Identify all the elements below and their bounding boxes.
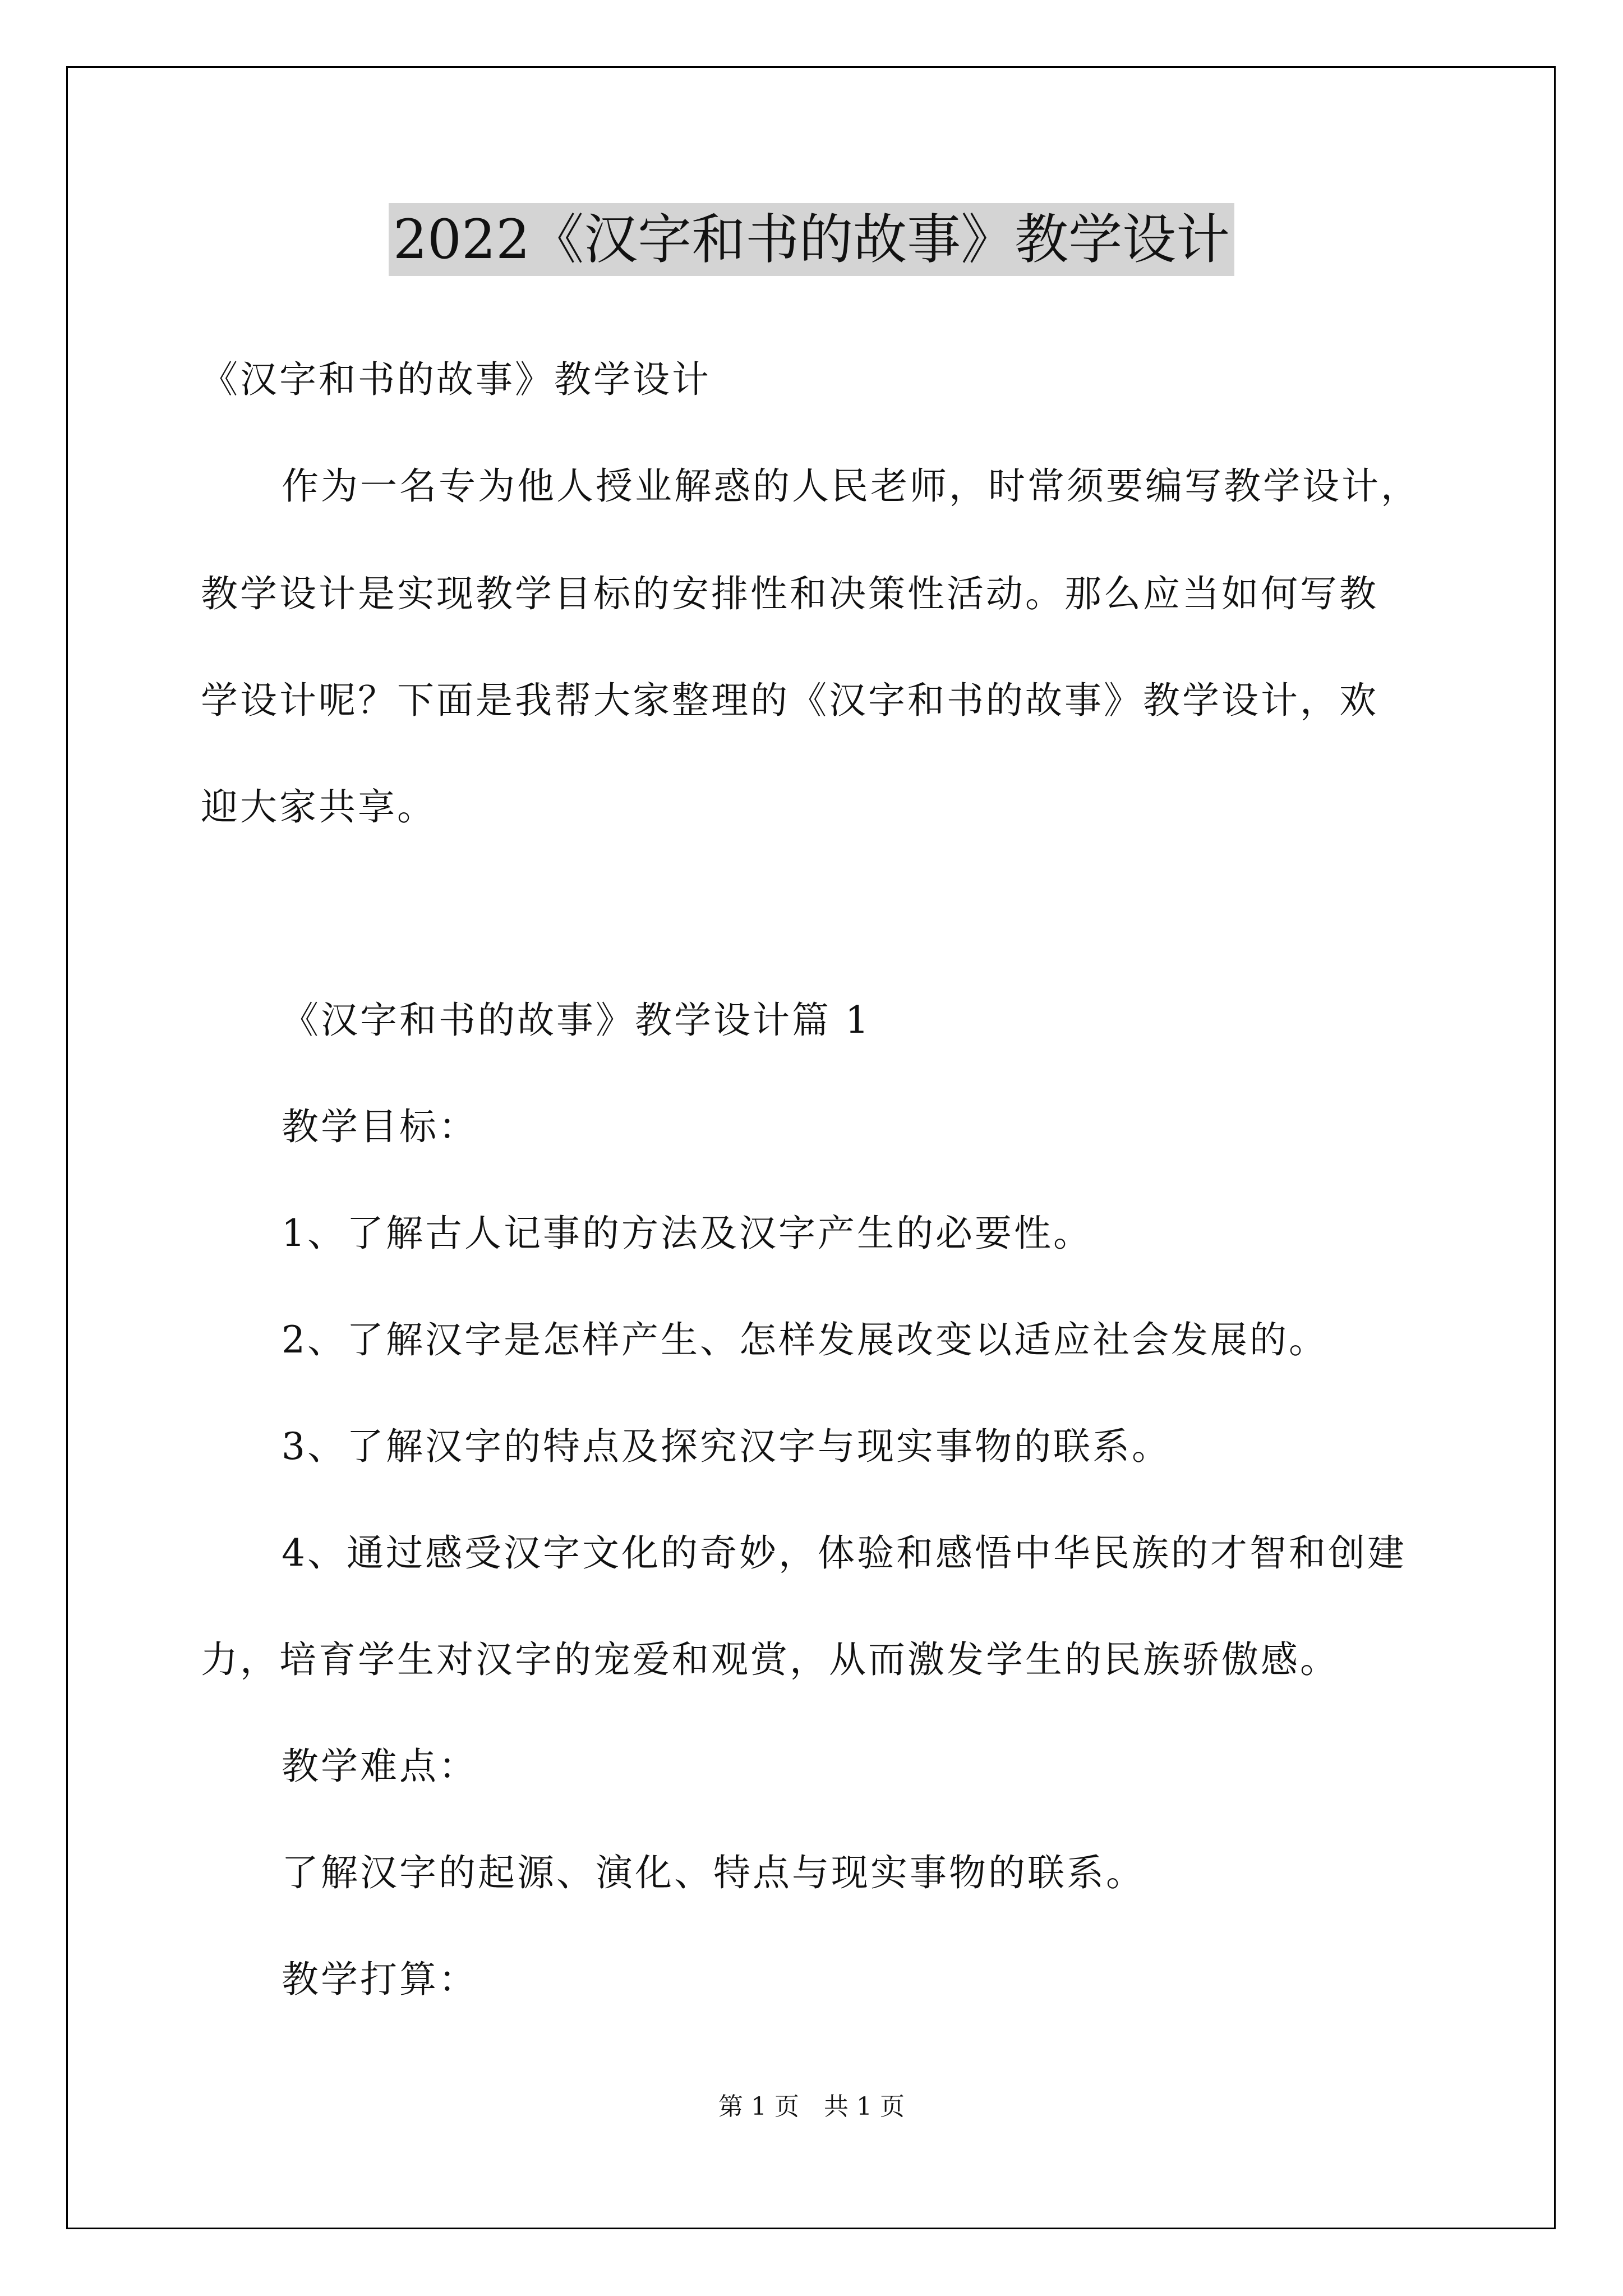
paragraph-line: 教学设计是实现教学目标的安排性和决策性活动。那么应当如何写教 bbox=[201, 572, 1378, 615]
paragraph-line: 了解汉字的起源、演化、特点与现实事物的联系。 bbox=[282, 1851, 1145, 1894]
paragraph-line: 教学打算： bbox=[282, 1958, 478, 2001]
paragraph-line: 教学难点： bbox=[282, 1745, 478, 1788]
list-item: 2、了解汉字是怎样产生、怎样发展改变以适应社会发展的。 bbox=[282, 1318, 1328, 1361]
paragraph-line: 学设计呢？下面是我帮大家整理的《汉字和书的故事》教学设计，欢 bbox=[201, 679, 1378, 722]
document-title bbox=[0, 203, 1623, 276]
paragraph-line: 迎大家共享。 bbox=[201, 785, 436, 829]
list-item: 3、了解汉字的特点及探究汉字与现实事物的联系。 bbox=[282, 1425, 1171, 1468]
list-item-continuation: 力，培育学生对汉字的宠爱和观赏，从而激发学生的民族骄傲感。 bbox=[201, 1638, 1339, 1681]
section-heading: 《汉字和书的故事》教学设计篇 1 bbox=[282, 999, 871, 1042]
paragraph-line: 教学目标： bbox=[282, 1105, 478, 1148]
paragraph-line: 作为一名专为他人授业解惑的人民老师，时常须要编写教学设计， bbox=[282, 464, 1420, 508]
list-item: 4、通过感受汉字文化的奇妙，体验和感悟中华民族的才智和创建 bbox=[282, 1531, 1407, 1575]
page-footer: 第 1 页 共 1 页 bbox=[718, 2092, 905, 2121]
document-title-text: 2022《汉字和书的故事》教学设计 bbox=[389, 203, 1234, 276]
subtitle-line: 《汉字和书的故事》教学设计 bbox=[201, 358, 711, 401]
list-item: 1、了解古人记事的方法及汉字产生的必要性。 bbox=[282, 1212, 1092, 1255]
